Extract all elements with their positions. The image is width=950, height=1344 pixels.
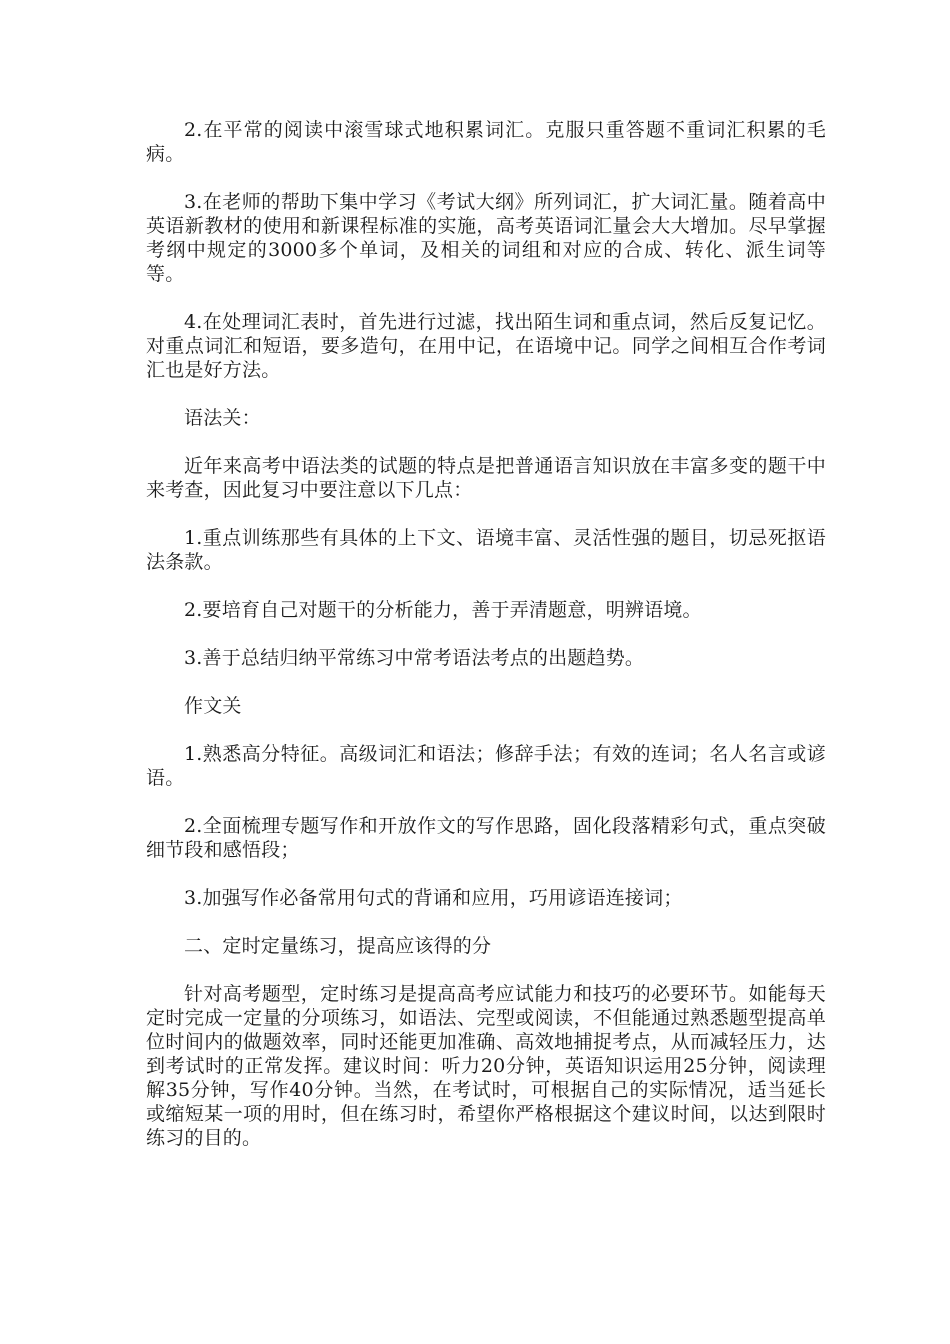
paragraph-writing-1: 1.熟悉高分特征。高级词汇和语法；修辞手法；有效的连词；名人名言或谚语。 xyxy=(146,743,826,789)
paragraph-writing-3: 3.加强写作必备常用句式的背诵和应用，巧用谚语连接词； xyxy=(184,887,683,909)
paragraph-writing-2: 2.全面梳理专题写作和开放作文的写作思路，固化段落精彩句式，重点突破细节段和感悟段； xyxy=(146,815,826,861)
section-heading-timed-practice: 二、定时定量练习，提高应该得的分 xyxy=(184,935,492,957)
paragraph-grammar-3: 3.善于总结归纳平常练习中常考语法考点的出题趋势。 xyxy=(184,647,645,669)
section-heading-grammar: 语法关： xyxy=(184,407,261,429)
section-heading-writing: 作文关 xyxy=(184,695,242,717)
paragraph-grammar-1: 1.重点训练那些有具体的上下文、语境丰富、灵活性强的题目，切忌死抠语法条款。 xyxy=(146,527,826,573)
paragraph-timed-practice: 针对高考题型，定时练习是提高高考应试能力和技巧的必要环节。如能每天定时完成一定量的分项练习，如语法、完型或阅读，不但能通过熟悉题型提高单位时间内的做题效率，同时还能更加准确、高效地捕捉考点，从而减轻压力，达到考试时的正常发挥。建议时间：听力20分钟，英语知识运用25分钟，阅读理解35分钟，写作40分钟。当然，在考试时，可根据自己的实际情况，适当延长或缩短某一项的用时，但在练习时，希望你严格根据这个建议时间，以达到限时练习的目的。 xyxy=(146,983,826,1149)
paragraph-grammar-intro: 近年来高考中语法类的试题的特点是把普通语言知识放在丰富多变的题干中来考查，因此复习中要注意以下几点： xyxy=(146,455,826,501)
paragraph-vocab-3: 3.在老师的帮助下集中学习《考试大纲》所列词汇，扩大词汇量。随着高中英语新教材的使用和新课程标准的实施，高考英语词汇量会大大增加。尽早掌握考纲中规定的3000多个单词，及相关的词组和对应的合成、转化、派生词等等。 xyxy=(146,191,826,285)
paragraph-grammar-2: 2.要培育自己对题干的分析能力，善于弄清题意，明辨语境。 xyxy=(184,599,702,621)
paragraph-vocab-2: 2.在平常的阅读中滚雪球式地积累词汇。克服只重答题不重词汇积累的毛病。 xyxy=(146,119,826,165)
paragraph-vocab-4: 4.在处理词汇表时，首先进行过滤，找出陌生词和重点词，然后反复记忆。对重点词汇和短语，要多造句，在用中记，在语境中记。同学之间相互合作考词汇也是好方法。 xyxy=(146,311,826,381)
document-body xyxy=(146,118,826,1174)
